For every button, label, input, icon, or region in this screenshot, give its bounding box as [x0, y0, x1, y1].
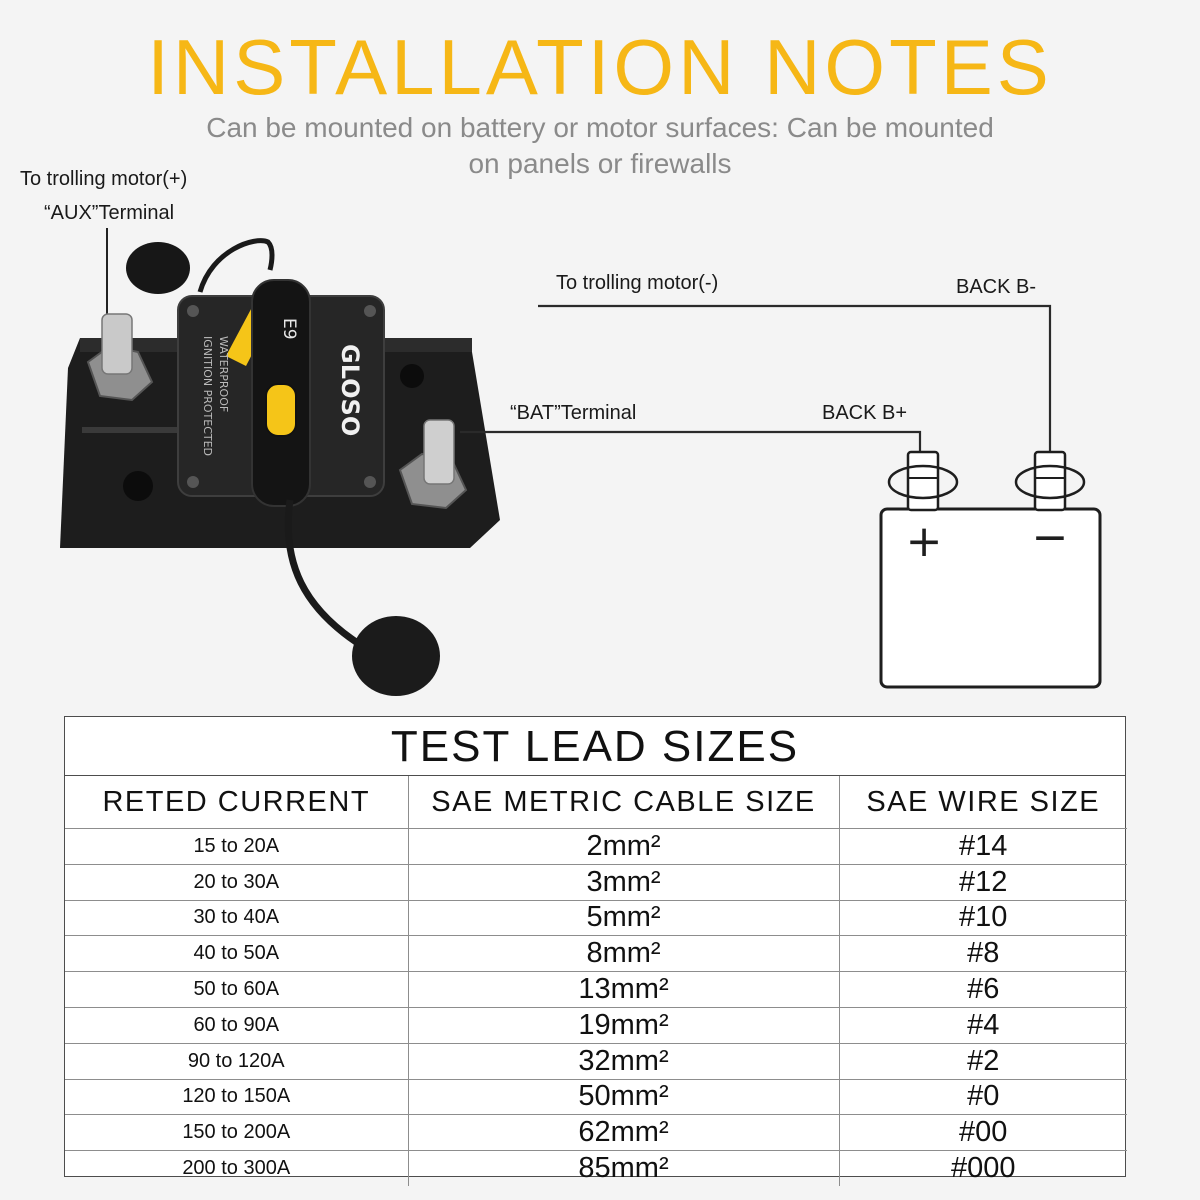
screw-icon: [187, 476, 199, 488]
terminal-cap-top: [126, 242, 190, 294]
metric-size-cell: 50mm²: [408, 1079, 839, 1115]
table-title: TEST LEAD SIZES: [65, 717, 1125, 776]
sizes-table: [65, 776, 1127, 1186]
label-back-b-pos: BACK B+: [822, 402, 908, 424]
positive-wire: [460, 432, 920, 452]
metric-size-cell: 85mm²: [408, 1151, 839, 1186]
rated-current-cell: 20 to 30A: [65, 864, 408, 900]
table-header-row: [65, 776, 1127, 829]
column-header: SAE METRIC CABLE SIZE: [408, 776, 839, 829]
rated-current-cell: 150 to 200A: [65, 1115, 408, 1151]
label-aux-terminal: “AUX”Terminal: [44, 202, 175, 224]
mount-hole-left: [123, 471, 153, 501]
wire-size-cell: #6: [839, 972, 1127, 1008]
page-title: INSTALLATION NOTES: [147, 23, 1053, 111]
label-back-b-neg: BACK B-: [956, 276, 1037, 298]
wire-size-cell: #00: [839, 1115, 1127, 1151]
column-header: SAE WIRE SIZE: [839, 776, 1127, 829]
label-bat-terminal: “BAT”Terminal: [510, 402, 637, 424]
reset-button: [266, 384, 296, 436]
table-row: [65, 864, 1127, 900]
label-to-trolling-motor-pos: To trolling motor(+): [20, 168, 188, 190]
model-label: E9: [279, 318, 299, 340]
rated-current-cell: 40 to 50A: [65, 936, 408, 972]
wire-size-cell: #10: [839, 900, 1127, 936]
column-header: RETED CURRENT: [65, 776, 408, 829]
metric-size-cell: 3mm²: [408, 864, 839, 900]
aux-stud: [102, 314, 132, 374]
battery: [881, 452, 1100, 687]
metric-size-cell: 32mm²: [408, 1043, 839, 1079]
table-row: [65, 1151, 1127, 1186]
wire-size-cell: #0: [839, 1079, 1127, 1115]
table-row: [65, 972, 1127, 1008]
wire-size-cell: #14: [839, 829, 1127, 865]
table-row: [65, 1115, 1127, 1151]
rated-current-cell: 50 to 60A: [65, 972, 408, 1008]
test-lead-sizes-table: [64, 716, 1126, 1185]
rated-current-cell: 90 to 120A: [65, 1043, 408, 1079]
mount-hole-right: [400, 364, 424, 388]
rated-current-cell: 120 to 150A: [65, 1079, 408, 1115]
table-row: [65, 1043, 1127, 1079]
positive-terminal-icon: [889, 452, 957, 510]
screw-icon: [364, 476, 376, 488]
page-subtitle: Can be mounted on battery or motor surfaces: Can be mounted on panels or firewalls: [206, 112, 994, 179]
table-row: [65, 1079, 1127, 1115]
screw-icon: [187, 305, 199, 317]
circuit-breaker: [60, 241, 500, 696]
metric-size-cell: 19mm²: [408, 1007, 839, 1043]
rated-current-cell: 200 to 300A: [65, 1151, 408, 1186]
rated-current-cell: 60 to 90A: [65, 1007, 408, 1043]
metric-size-cell: 5mm²: [408, 900, 839, 936]
brand-label: GLOSO: [336, 344, 364, 437]
metric-size-cell: 8mm²: [408, 936, 839, 972]
negative-terminal-icon: [1016, 452, 1084, 510]
table-row: [65, 1007, 1127, 1043]
wire-size-cell: #12: [839, 864, 1127, 900]
rated-current-cell: 30 to 40A: [65, 900, 408, 936]
bat-stud: [424, 420, 454, 484]
metric-size-cell: 13mm²: [408, 972, 839, 1008]
negative-wire: [538, 306, 1050, 452]
label-to-trolling-motor-neg: To trolling motor(-): [556, 272, 719, 294]
metric-size-cell: 62mm²: [408, 1115, 839, 1151]
device-text-2: IGNITION PROTECTED: [201, 336, 214, 457]
wire-size-cell: #2: [839, 1043, 1127, 1079]
wire-size-cell: #000: [839, 1151, 1127, 1186]
wire-size-cell: #4: [839, 1007, 1127, 1043]
battery-plus-sign: +: [905, 516, 943, 567]
device-text-1: WATERPROOF: [217, 336, 230, 413]
rated-current-cell: 15 to 20A: [65, 829, 408, 865]
metric-size-cell: 2mm²: [408, 829, 839, 865]
battery-minus-sign: −: [1031, 512, 1069, 563]
table-row: [65, 936, 1127, 972]
table-row: [65, 900, 1127, 936]
screw-icon: [364, 305, 376, 317]
terminal-cap-bottom: [352, 616, 440, 696]
table-row: [65, 829, 1127, 865]
wire-size-cell: #8: [839, 936, 1127, 972]
